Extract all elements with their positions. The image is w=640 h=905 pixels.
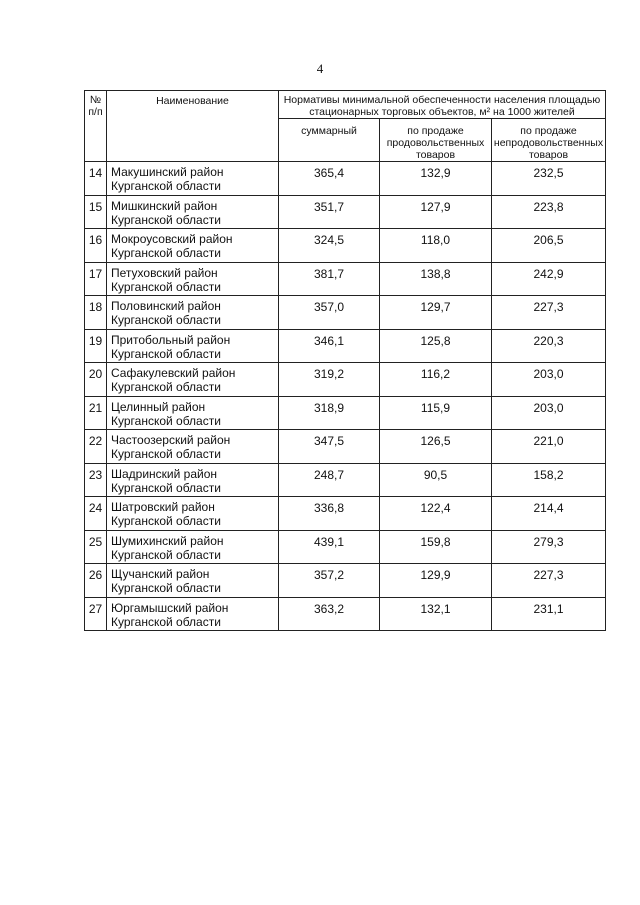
row-total: 357,0 [279,296,380,330]
row-total: 439,1 [279,530,380,564]
row-number: 18 [85,296,107,330]
row-nonfood: 203,0 [492,396,606,430]
row-name-line1: Мишкинский район [111,198,218,213]
row-total: 324,5 [279,229,380,263]
row-name-line1: Притобольный район [111,332,231,347]
table-row [85,597,606,631]
header-total-label: суммарный [301,125,357,137]
row-name-line1: Макушинский район [111,165,224,179]
row-name-line2: Курганской области [111,380,221,394]
table-row [85,162,606,196]
row-name-line2: Курганской области [111,413,221,428]
row-number: 27 [85,597,107,631]
header-group-label: Нормативы минимальной обеспеченности населения площадью стационарных торговых объектов, м² на 1000 жителей [283,94,601,118]
row-name-line2: Курганской области [111,581,221,595]
row-name [107,162,279,196]
norms-table [84,90,606,631]
row-name [107,195,279,229]
row-number: 16 [85,229,107,263]
row-food: 159,8 [380,530,492,564]
table-row [85,229,606,263]
table-row [85,530,606,564]
row-name-line2: Курганской области [111,447,221,461]
row-food: 126,5 [380,430,492,464]
row-number: 22 [85,430,107,464]
row-number: 19 [85,329,107,363]
row-total: 381,7 [279,262,380,296]
row-total: 318,9 [279,396,380,430]
header-name-label: Наименование [156,95,229,107]
table-row [85,497,606,531]
row-number: 20 [85,363,107,397]
row-number: 21 [85,396,107,430]
table-row [85,195,606,229]
header-total [279,119,380,162]
table-row [85,396,606,430]
table-body [85,162,606,631]
table-row [85,430,606,464]
row-number: 15 [85,195,107,229]
page-number: 4 [316,61,324,76]
row-total: 346,1 [279,329,380,363]
header-nonfood-label: по продаже непродовольственных товаров [493,125,604,161]
row-number: 26 [85,564,107,598]
row-number: 25 [85,530,107,564]
row-name [107,564,279,598]
row-food: 138,8 [380,262,492,296]
row-nonfood: 279,3 [492,530,606,564]
row-total: 363,2 [279,597,380,631]
header-num [85,91,107,162]
row-nonfood: 206,5 [492,229,606,263]
row-name-line1: Частоозерский район [111,433,231,447]
row-nonfood: 158,2 [492,463,606,497]
row-food: 118,0 [380,229,492,263]
header-name [107,91,279,162]
row-name-line1: Шадринский район [111,466,218,481]
row-total: 357,2 [279,564,380,598]
row-name [107,262,279,296]
row-name-line1: Шумихинский район [111,533,224,548]
row-nonfood: 242,9 [492,262,606,296]
row-food: 129,7 [380,296,492,330]
row-total: 336,8 [279,497,380,531]
row-name-line2: Курганской области [111,313,221,327]
row-name-line2: Курганской области [111,279,221,294]
row-nonfood: 231,1 [492,597,606,631]
row-nonfood: 203,0 [492,363,606,397]
row-food: 125,8 [380,329,492,363]
row-name [107,430,279,464]
row-food: 116,2 [380,363,492,397]
header-food-label: по продаже продовольственных товаров [386,125,485,161]
row-name [107,229,279,263]
table-row [85,564,606,598]
header-num-label: № п/п [88,94,103,118]
row-food: 132,1 [380,597,492,631]
row-name-line1: Сафакулевский район [111,366,236,380]
row-number: 14 [85,162,107,196]
table-row [85,463,606,497]
row-name [107,497,279,531]
row-total: 365,4 [279,162,380,196]
table-row [85,296,606,330]
row-name-line2: Курганской области [111,614,221,629]
row-nonfood: 227,3 [492,296,606,330]
row-total: 248,7 [279,463,380,497]
row-name [107,530,279,564]
table-row [85,262,606,296]
row-number: 23 [85,463,107,497]
row-nonfood: 232,5 [492,162,606,196]
row-name-line1: Петуховский район [111,265,218,280]
row-name-line2: Курганской области [111,514,221,528]
row-name [107,363,279,397]
table-row [85,363,606,397]
row-food: 122,4 [380,497,492,531]
row-name-line1: Шатровский район [111,500,215,514]
row-nonfood: 214,4 [492,497,606,531]
row-name-line2: Курганской области [111,480,221,495]
row-name-line2: Курганской области [111,547,221,562]
header-nonfood [492,119,606,162]
row-total: 347,5 [279,430,380,464]
row-name-line1: Половинский район [111,299,221,313]
row-food: 115,9 [380,396,492,430]
row-nonfood: 227,3 [492,564,606,598]
row-food: 129,9 [380,564,492,598]
row-name [107,396,279,430]
row-food: 90,5 [380,463,492,497]
header-food [380,119,492,162]
row-name [107,597,279,631]
row-nonfood: 221,0 [492,430,606,464]
table-row [85,329,606,363]
row-name-line2: Курганской области [111,179,221,193]
row-number: 24 [85,497,107,531]
row-food: 132,9 [380,162,492,196]
row-nonfood: 220,3 [492,329,606,363]
row-name-line1: Целинный район [111,399,206,414]
row-number: 17 [85,262,107,296]
row-name [107,296,279,330]
row-nonfood: 223,8 [492,195,606,229]
row-name-line2: Курганской области [111,246,221,260]
row-name-line1: Мокроусовский район [111,232,233,246]
header-group [279,91,606,119]
row-name-line1: Щучанский район [111,567,210,581]
row-name [107,329,279,363]
row-name-line1: Юргамышский район [111,600,229,615]
row-name-line2: Курганской области [111,212,221,227]
row-name [107,463,279,497]
row-food: 127,9 [380,195,492,229]
row-name-line2: Курганской области [111,346,221,361]
row-total: 319,2 [279,363,380,397]
row-total: 351,7 [279,195,380,229]
